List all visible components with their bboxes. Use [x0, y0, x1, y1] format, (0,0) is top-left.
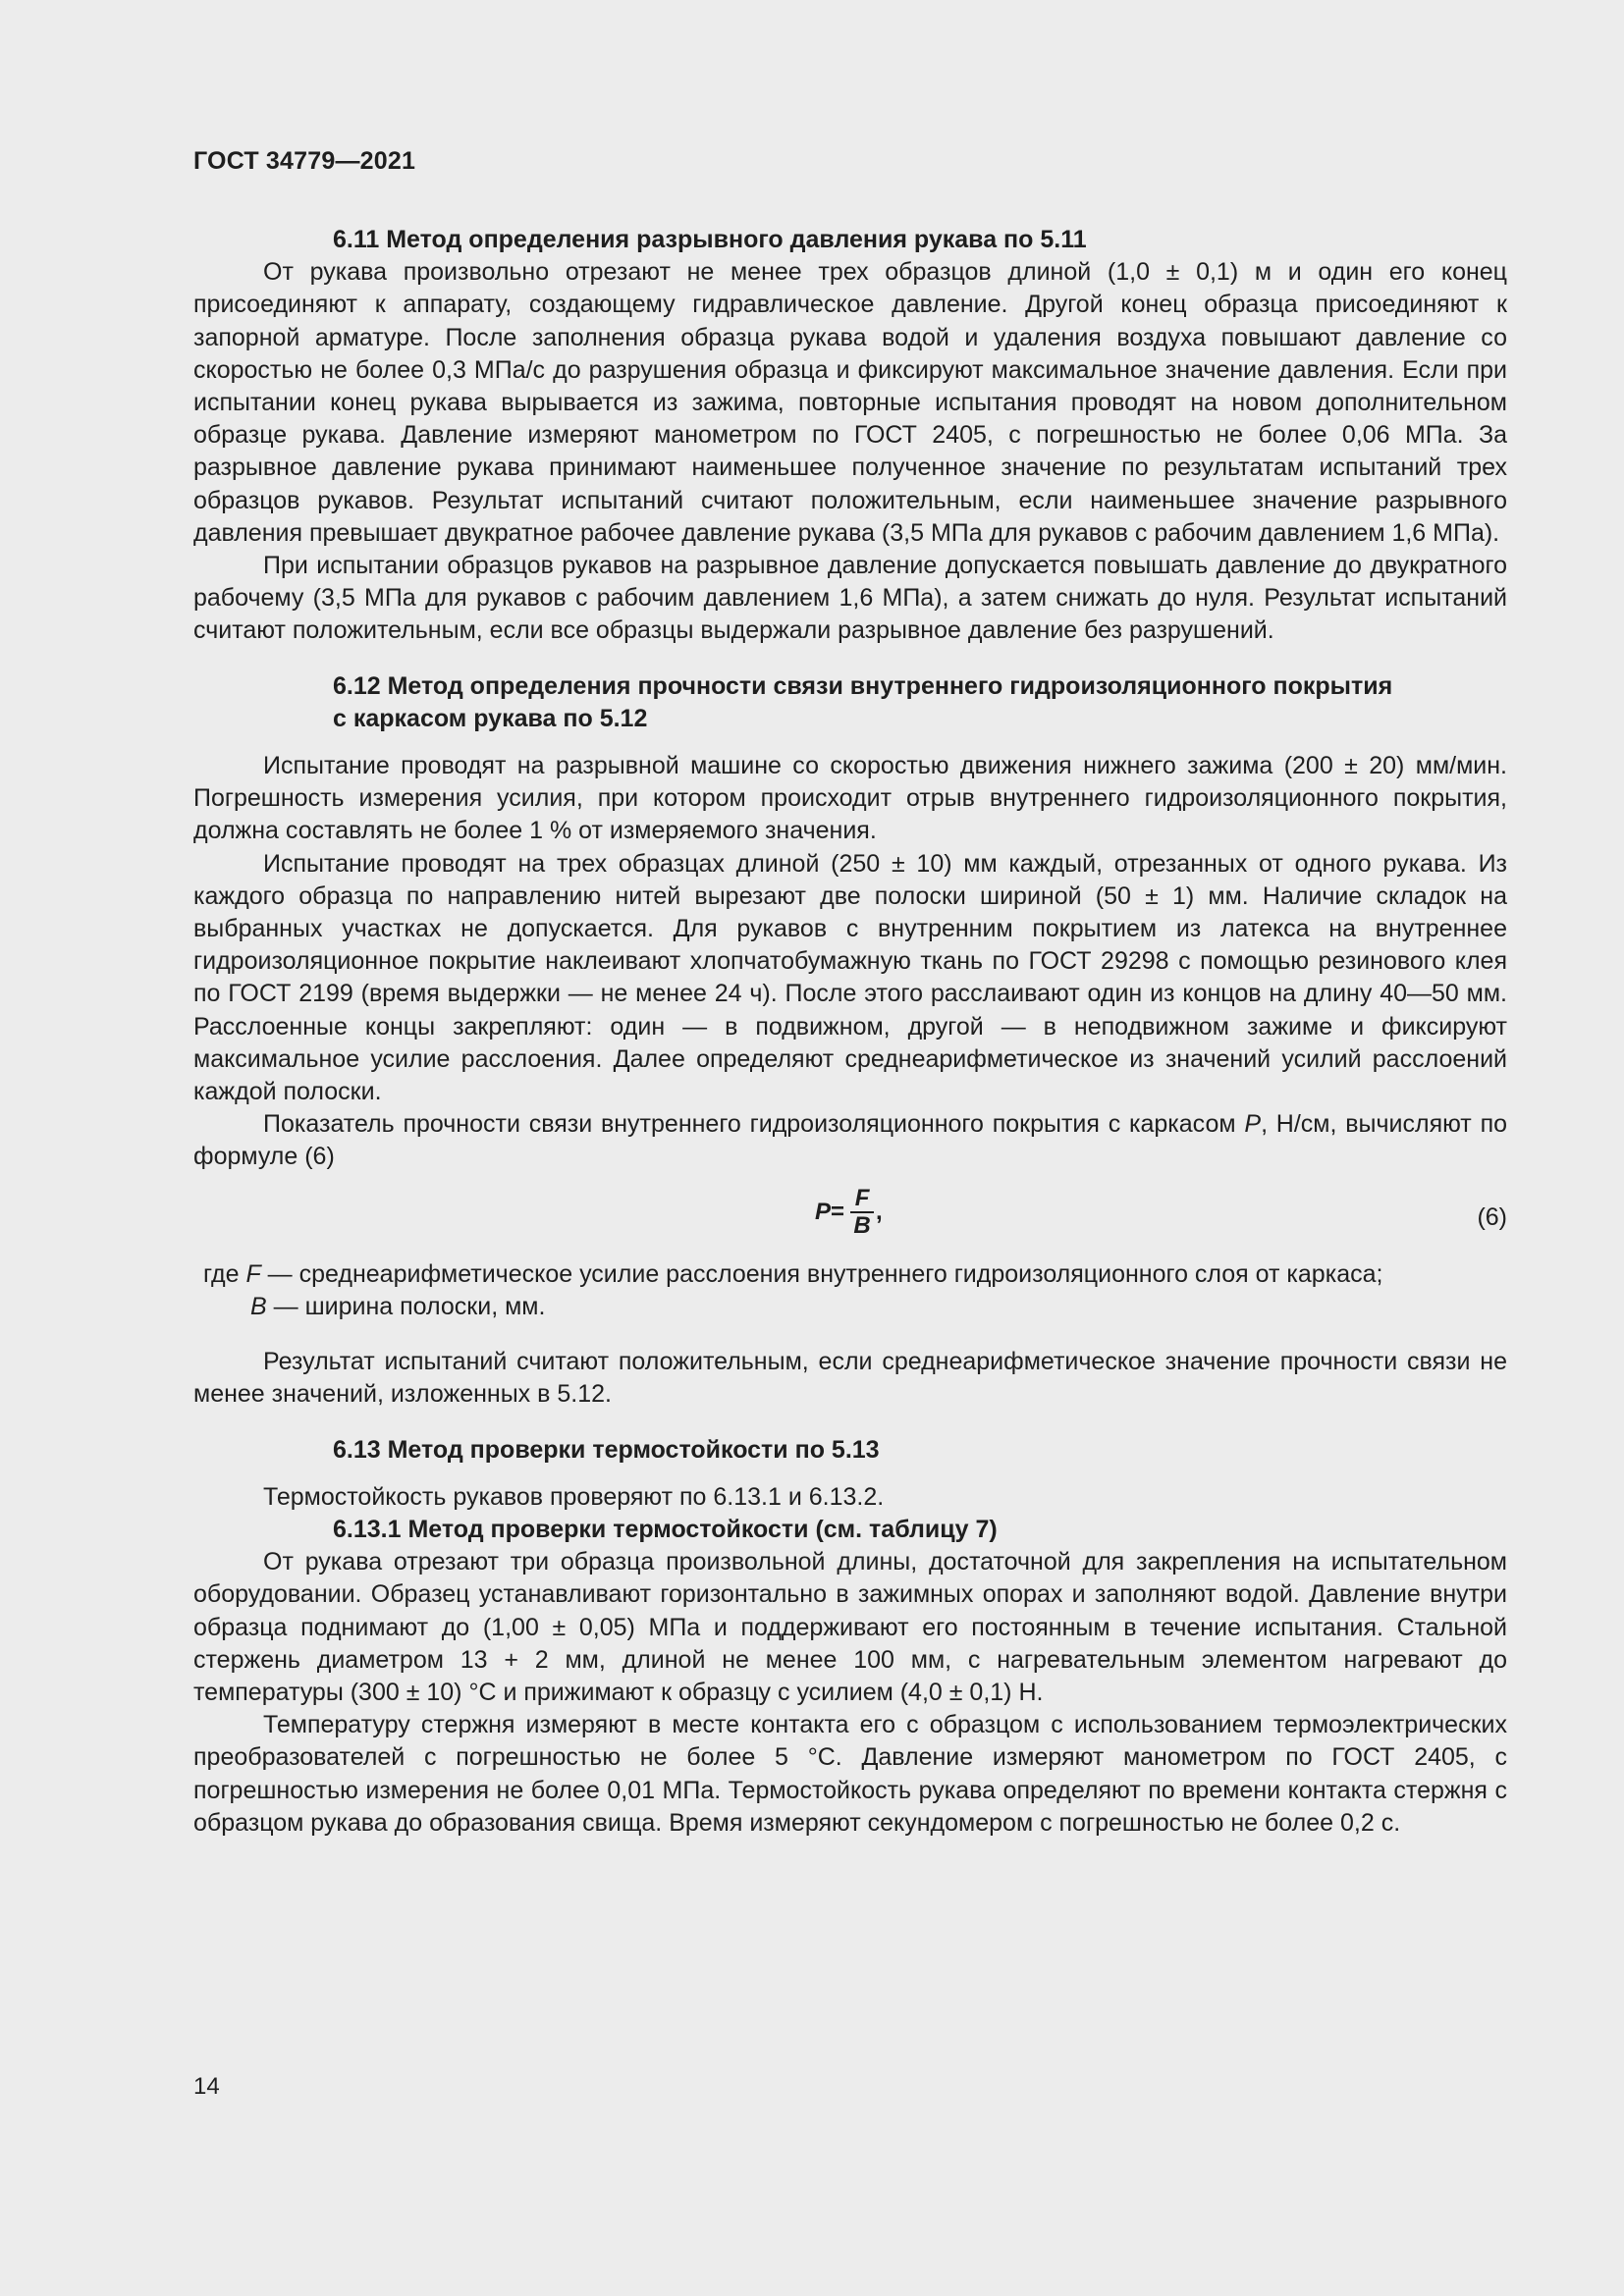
paragraph-6-12-2: Испытание проводят на трех образцах длиной (250 ± 10) мм каждый, отрезанных от одного рукава. Из каждого образца по направлению нитей вырезают две полоски шириной (50 ± 1) мм. Наличие складок на выбранных участках не допускается. Для рукавов с внутренним покрытием из латекса на внутреннее гидроизоляционное покрытие наклеивают хлопчатобумажную ткань по ГОСТ 29298 с помощью резинового клея по ГОСТ 2199 (время выдержки — не менее 24 ч). После этого расслаивают один из концов на длину 40—50 мм. Расслоенные концы закрепляют: один — в подвижном, другой — в неподвижном зажиме и фиксируют максимальное усилие расслоения. Далее определяют среднеарифметическое из значений усилий расслоений каждой полоски.: [193, 849, 1507, 1106]
variable-b: B: [250, 1292, 267, 1320]
where-prefix: где: [203, 1259, 246, 1288]
text-segment: Показатель прочности связи внутреннего гидроизоляционного покрытия с каркасом: [263, 1110, 1245, 1139]
formula-comma: ,: [876, 1199, 883, 1226]
where-line-b: [193, 1291, 1507, 1323]
paragraph-6-12-1: Испытание проводят на разрывной машине со скоростью движения нижнего зажима (200 ± 20) мм/мин. Погрешность измерения усилия, при котором происходит отрыв внутреннего гидроизоляционного покрытия, должна составлять не более 1 % от измеряемого значения.: [193, 752, 1507, 845]
paragraph-6-13-3: Температуру стержня измеряют в месте контакта его с образцом с использованием термоэлектрических преобразователей с погрешностью не более 5 °С. Давление измеряют манометром по ГОСТ 2405, с погрешностью измерения не более 0,01 МПа. Термостойкость рукава определяют по времени контакта стержня с образцом рукава до образования свища. Время измеряют секундомером с погрешностью не более 0,2 с.: [193, 1711, 1507, 1837]
formula-equals: =: [831, 1199, 845, 1226]
where-line-f: [193, 1258, 1507, 1291]
paragraph-6-12-4: Результат испытаний считают положительным, если среднеарифметическое значение прочности связи не менее значений, изложенных в 5.12.: [193, 1348, 1507, 1409]
formula-denominator: B: [853, 1211, 871, 1239]
formula-6: [193, 1180, 1507, 1258]
formula-expression: [815, 1186, 883, 1239]
paragraph-6-13-1: Термостойкость рукавов проверяют по 6.13.1 и 6.13.2.: [263, 1482, 885, 1511]
where-text: — среднеарифметическое усилие расслоения внутреннего гидроизоляционного слоя от каркаса;: [260, 1259, 1383, 1288]
document-code-header: ГОСТ 34779—2021: [193, 147, 416, 175]
page-number: 14: [193, 2073, 220, 2100]
heading-6-13: 6.13 Метод проверки термостойкости по 5.13: [333, 1435, 880, 1464]
variable-p: P: [1244, 1110, 1262, 1139]
formula-numerator: F: [854, 1184, 870, 1211]
heading-6-12-line2: с каркасом рукава по 5.12: [333, 704, 648, 732]
heading-6-13-1: 6.13.1 Метод проверки термостойкости (см. таблицу 7): [333, 1515, 998, 1543]
equation-number: (6): [1477, 1202, 1507, 1231]
paragraph-6-13-2: От рукава отрезают три образца произвольной длины, достаточной для закрепления на испытательном оборудовании. Образец устанавливают горизонтально в зажимных опорах и заполняют водой. Давление внутри образца поднимают до (1,00 ± 0,05) МПа и поддерживают его постоянным в течение испытания. Стальной стержень диаметром 13 + 2 мм, длиной не менее 100 мм, с нагревательным элементом нагревают до температуры (300 ± 10) °С и прижимают к образцу с усилием (4,0 ± 0,1) Н.: [193, 1548, 1507, 1706]
text-segment: , Н/см, вычисляют по формуле (6): [193, 1110, 1508, 1171]
variable-f: F: [245, 1259, 261, 1288]
paragraph-6-11-1: От рукава произвольно отрезают не менее трех образцов длиной (1,0 ± 0,1) м и один его конец присоединяют к аппарату, создающему гидравлическое давление. Другой конец образца присоединяют к запорной арматуре. После заполнения образца рукава водой и удаления воздуха повышают давление со скоростью не более 0,3 МПа/с до разрушения образца и фиксируют максимальное значение давления. Если при испытании конец рукава вырывается из зажима, повторные испытания проводят на новом дополнительном образце рукава. Давление измеряют манометром по ГОСТ 2405, с погрешностью не более 0,06 МПа. За разрывное давление рукава принимают наименьшее полученное значение по результатам испытаний трех образцов рукавов. Результат испытаний считают положительным, если наименьшее значение разрывного давления превышает двукратное рабочее давление рукава (3,5 МПа для рукавов с рабочим давлением 1,6 МПа).: [193, 258, 1507, 547]
heading-6-11: 6.11 Метод определения разрывного давления рукава по 5.11: [333, 226, 1087, 253]
formula-fraction: [850, 1186, 874, 1239]
heading-6-12-line1: 6.12 Метод определения прочности связи внутреннего гидроизоляционного покрытия: [333, 671, 1393, 700]
where-text: — ширина полоски, мм.: [266, 1292, 546, 1320]
paragraph-6-11-2: При испытании образцов рукавов на разрывное давление допускается повышать давление до двукратного рабочему (3,5 МПа для рукавов с рабочим давлением 1,6 МПа), а затем снижать до нуля. Результат испытаний считают положительным, если все образцы выдержали разрывное давление без разрушений.: [193, 552, 1507, 645]
page-body: [193, 224, 1507, 1840]
paragraph-6-12-3: [193, 1108, 1507, 1173]
formula-lhs: P: [815, 1199, 832, 1226]
